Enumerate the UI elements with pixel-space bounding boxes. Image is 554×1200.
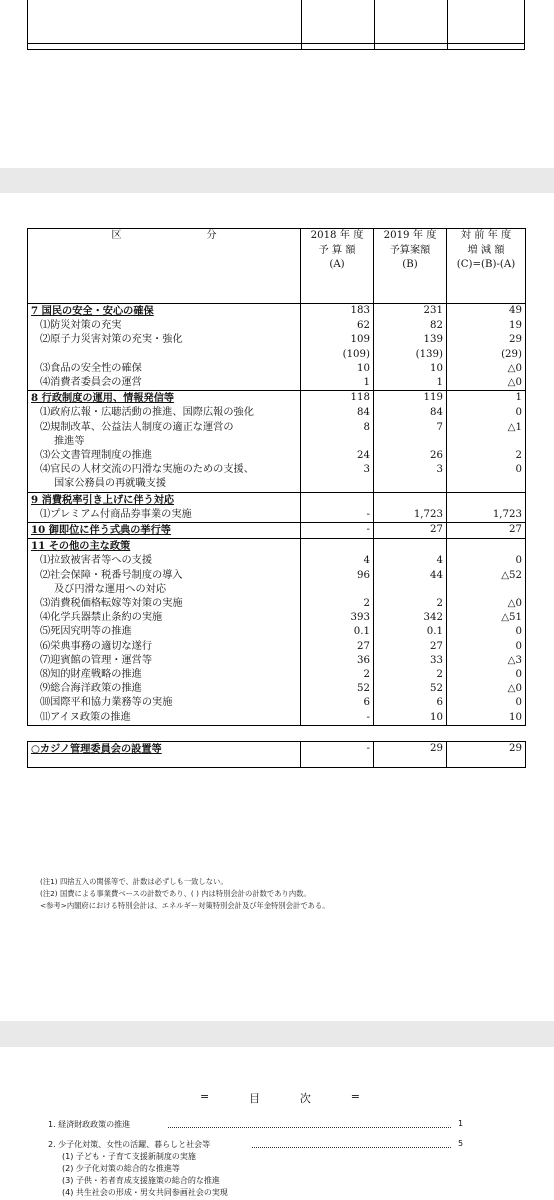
row-value: 6 [301, 696, 374, 710]
row-value: 4 [374, 554, 447, 568]
casino-committee-row [28, 741, 526, 767]
row-value: 49 [447, 304, 526, 320]
row-value: 393 [301, 611, 374, 625]
row-value: 1 [447, 391, 526, 407]
row-value [301, 583, 374, 597]
section-title-row [28, 492, 526, 508]
row-label: 9 消費税率引き上げに伴う対応 [28, 492, 301, 508]
row-value: 29 [374, 741, 447, 767]
row-value: 2 [447, 449, 526, 463]
row-value: △3 [447, 654, 526, 668]
row-label: 国家公務員の再就職支援 [28, 477, 301, 492]
row-label [28, 348, 301, 362]
row-value: △0 [447, 682, 526, 696]
row-value: (29) [447, 348, 526, 362]
row-value: 2 [301, 597, 374, 611]
table-notes [40, 876, 330, 913]
row-label: 7 国民の安全・安心の確保 [28, 304, 301, 320]
row-value [301, 539, 374, 555]
row-value: 84 [374, 406, 447, 420]
row-label: ⑶食品の安全性の確保 [28, 362, 301, 376]
section-title-row [28, 391, 526, 407]
row-label: ⑷官民の人材交流の円滑な実施のための支援、 [28, 463, 301, 477]
row-label: ⑴政府広報・広聴活動の推進、国際広報の強化 [28, 406, 301, 420]
row-label: ⑵原子力災害対策の充実・強化 [28, 333, 301, 347]
table-row [28, 711, 526, 726]
toc-page-1: 1 [458, 1119, 464, 1128]
section-title-row [28, 539, 526, 555]
toc-leader-2 [252, 1147, 451, 1148]
header-category: 区 分 [28, 229, 301, 304]
row-value: 29 [447, 741, 526, 767]
row-value: 24 [301, 449, 374, 463]
row-value: 7 [374, 421, 447, 435]
row-value: 0 [447, 554, 526, 568]
table-of-contents-page [0, 1047, 554, 1200]
row-value [447, 583, 526, 597]
row-label: ⑾アイヌ政策の推進 [28, 711, 301, 726]
toc-subitem-2[interactable]: (2) 少子化対策の総合的な推進等 [62, 1164, 180, 1173]
row-label: ⑷消費者委員会の運営 [28, 376, 301, 391]
row-value: (139) [374, 348, 447, 362]
table-gap [28, 725, 526, 741]
row-value: 0 [447, 696, 526, 710]
row-value: 4 [301, 554, 374, 568]
note-2: (注2) 国費による事業費ベースの計数であり、( ) 内は特別会計の計数であり内数。 [40, 889, 311, 899]
row-value: 19 [447, 319, 526, 333]
table-row [28, 333, 526, 347]
row-value [374, 583, 447, 597]
row-value [447, 492, 526, 508]
row-value: 2 [374, 668, 447, 682]
table-row [28, 477, 526, 492]
row-label: ⑴拉致被害者等への支援 [28, 554, 301, 568]
table-row [28, 362, 526, 376]
row-label: 推進等 [28, 435, 301, 449]
note-1: (注1) 四捨五入の関係等で、計数は必ずしも一致しない。 [40, 877, 228, 886]
row-value: 0 [447, 463, 526, 477]
row-value: - [301, 741, 374, 767]
table-row [28, 640, 526, 654]
toc-title: = 目 次 = [200, 1090, 360, 1105]
row-value: 10 [374, 362, 447, 376]
table-row [28, 654, 526, 668]
row-value [374, 539, 447, 555]
row-value: 84 [301, 406, 374, 420]
table-row [28, 449, 526, 463]
row-label: ⑶消費税価格転嫁等対策の実施 [28, 597, 301, 611]
table-row [28, 319, 526, 333]
section-title-row [28, 304, 526, 320]
table-row [28, 682, 526, 696]
table-fragment-frame [27, 0, 525, 50]
row-value: 62 [301, 319, 374, 333]
row-value [447, 539, 526, 555]
row-value: △0 [447, 362, 526, 376]
table-row [28, 435, 526, 449]
row-value: 231 [374, 304, 447, 320]
table-row [28, 421, 526, 435]
row-value: 8 [301, 421, 374, 435]
row-value: 26 [374, 449, 447, 463]
table-row [28, 597, 526, 611]
row-value: △0 [447, 597, 526, 611]
budget-table-page [0, 193, 554, 1021]
table-row [28, 554, 526, 568]
row-value: 10 [301, 362, 374, 376]
table-row [28, 376, 526, 391]
row-value: 0 [447, 640, 526, 654]
row-value: 27 [301, 640, 374, 654]
row-value: 27 [374, 640, 447, 654]
row-value: 96 [301, 569, 374, 583]
row-value: 2 [301, 668, 374, 682]
row-label: 8 行政制度の運用、情報発信等 [28, 391, 301, 407]
header-2018-budget: 2018 年 度 予 算 額 (A) [301, 229, 374, 304]
table-row [28, 696, 526, 710]
row-value: 109 [301, 333, 374, 347]
row-value: 0.1 [301, 625, 374, 639]
row-value: 139 [374, 333, 447, 347]
row-value: 1 [374, 376, 447, 391]
row-label: ⑹栄典事務の適切な遂行 [28, 640, 301, 654]
row-value: 1,723 [447, 508, 526, 523]
row-value: 3 [301, 463, 374, 477]
table-row [28, 668, 526, 682]
toc-subitem-4[interactable]: (4) 共生社会の形成・男女共同参画社会の実現 [62, 1188, 228, 1197]
row-value: 82 [374, 319, 447, 333]
row-value: 0 [447, 406, 526, 420]
row-label: ⑷化学兵器禁止条約の実施 [28, 611, 301, 625]
section-title-row [28, 523, 526, 539]
toc-subitem-1[interactable]: (1) 子ども・子育て支援新制度の実施 [62, 1152, 196, 1161]
row-value: 3 [374, 463, 447, 477]
table-row [28, 463, 526, 477]
row-value: 1,723 [374, 508, 447, 523]
row-value: 183 [301, 304, 374, 320]
row-value: 52 [374, 682, 447, 696]
row-value: 0 [447, 668, 526, 682]
table-row [28, 348, 526, 362]
row-label: ⑼総合海洋政策の推進 [28, 682, 301, 696]
row-value: - [301, 508, 374, 523]
row-value: 118 [301, 391, 374, 407]
row-value [374, 477, 447, 492]
note-reference: <参考>内閣府における特別会計は、エネルギー対策特別会計及び年金特別会計である。 [40, 901, 330, 911]
row-label: ⑵規制改革、公益法人制度の適正な運営の [28, 421, 301, 435]
table-row [28, 625, 526, 639]
row-value: 33 [374, 654, 447, 668]
table-row [28, 611, 526, 625]
row-value [301, 435, 374, 449]
row-label: ⑽国際平和協力業務等の実施 [28, 696, 301, 710]
table-row [28, 508, 526, 523]
row-label: 11 その他の主な政策 [28, 539, 301, 555]
previous-page-fragment [0, 0, 554, 168]
row-value [301, 477, 374, 492]
row-value: 6 [374, 696, 447, 710]
row-value: 10 [447, 711, 526, 726]
row-value [447, 477, 526, 492]
row-label: ⑴防災対策の充実 [28, 319, 301, 333]
row-value [374, 492, 447, 508]
row-value: - [301, 523, 374, 539]
row-value: 119 [374, 391, 447, 407]
row-value: 27 [447, 523, 526, 539]
row-value: - [301, 711, 374, 726]
row-value: 52 [301, 682, 374, 696]
table-row [28, 569, 526, 583]
row-label: ⑴プレミアム付商品券事業の実施 [28, 508, 301, 523]
row-value: 10 [374, 711, 447, 726]
table-row [28, 583, 526, 597]
row-value: 342 [374, 611, 447, 625]
row-label: ⑶公文書管理制度の推進 [28, 449, 301, 463]
row-value: 29 [447, 333, 526, 347]
row-value [301, 492, 374, 508]
row-value [374, 435, 447, 449]
row-label: ⑺迎賓館の管理・運営等 [28, 654, 301, 668]
row-label: ○カジノ管理委員会の設置等 [28, 741, 301, 767]
row-label: ⑸死因究明等の推進 [28, 625, 301, 639]
row-value: △0 [447, 376, 526, 391]
row-label: 10 御即位に伴う式典の挙行等 [28, 523, 301, 539]
row-value: △51 [447, 611, 526, 625]
table-header-row [28, 229, 526, 304]
row-value: 0.1 [374, 625, 447, 639]
toc-subitem-3[interactable]: (3) 子供・若者育成支援施策の総合的な推進 [62, 1176, 220, 1185]
row-value: 27 [374, 523, 447, 539]
toc-leader-1 [168, 1127, 451, 1128]
row-label: 及び円滑な運用への対応 [28, 583, 301, 597]
budget-table [27, 228, 526, 768]
row-label: ⑻知的財産戦略の推進 [28, 668, 301, 682]
header-2019-budget: 2019 年 度 予算案額 (B) [374, 229, 447, 304]
row-value: (109) [301, 348, 374, 362]
row-value: 44 [374, 569, 447, 583]
row-value: △1 [447, 421, 526, 435]
row-value [447, 435, 526, 449]
row-value: △52 [447, 569, 526, 583]
table-row [28, 406, 526, 420]
toc-entry-2[interactable]: 2. 少子化対策、女性の活躍、暮らしと社会等 [48, 1140, 211, 1149]
toc-entry-1[interactable]: 1. 経済財政政策の推進 [48, 1120, 131, 1129]
header-difference: 対 前 年 度 増 減 額 (C)=(B)-(A) [447, 229, 526, 304]
row-value: 2 [374, 597, 447, 611]
row-label: ⑵社会保障・税番号制度の導入 [28, 569, 301, 583]
row-value: 0 [447, 625, 526, 639]
toc-page-2: 5 [458, 1139, 464, 1148]
row-value: 36 [301, 654, 374, 668]
row-value: 1 [301, 376, 374, 391]
